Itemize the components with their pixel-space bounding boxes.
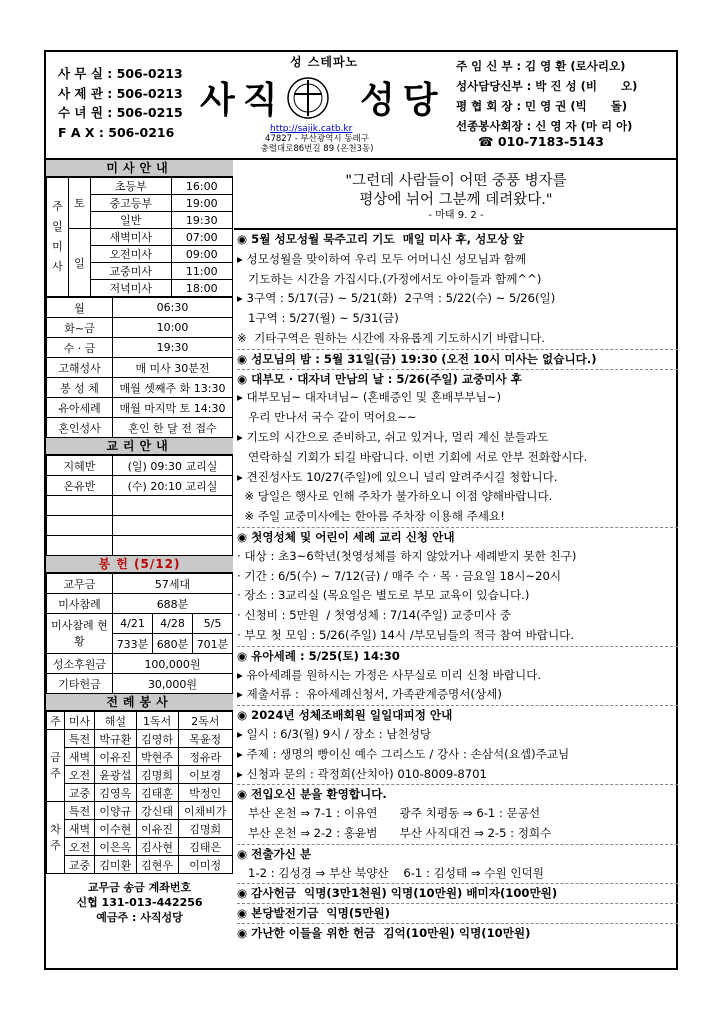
account-info: 교무금 송금 계좌번호 신협 131-013-442256 예금주 : 사직성당 bbox=[76, 881, 203, 924]
notice-line: ▸ 주제 : 생명의 빵이신 예수 그리스도 / 강사 : 손삼석(요셉)주교님 bbox=[237, 746, 570, 761]
offering-title: 봉 헌 (5/12) bbox=[46, 556, 233, 573]
notice-line: ◉ 가난한 이들을 위한 헌금 김억(10만원) 익명(10만원) bbox=[237, 923, 678, 943]
notice-line: ▸ 기도의 시간으로 준비하고, 쉬고 있거나, 멀리 계신 분들과도 bbox=[237, 429, 549, 444]
notice-line: 부산 온천 ⇒ 7-1 : 이유연 광주 치평동 ⇒ 6-1 : 문공선 bbox=[237, 806, 541, 821]
mass-title: 미사안내 bbox=[46, 160, 233, 177]
left-column bbox=[46, 160, 233, 925]
scripture-quote: "그런데 사람들이 어떤 중풍 병자를 평상에 뉘어 그분께 데려왔다." - 마태 9. 2 - bbox=[234, 160, 678, 230]
edu-table: 지혜반 (일) 09:30 교리실 온유반 (수) 20:10 교리실 bbox=[46, 455, 233, 556]
right-column bbox=[234, 160, 678, 943]
address: 47827 - 부산광역시 동래구 충렬대로86번길 89 (온천3동) bbox=[260, 134, 374, 154]
notice-list bbox=[234, 230, 678, 943]
notice-line: ▸ 제출서류 : 유아세례신청서, 가족관계증명서(상세) bbox=[237, 687, 502, 702]
notice-line: 1구역 : 5/27(월) ~ 5/31(금) bbox=[237, 311, 399, 326]
notice-line: 기도하는 시간을 가집시다.(가정에서도 아이들과 함께^^) bbox=[237, 271, 542, 286]
notice-line: ▸ 3구역 : 5/17(금) ~ 5/21(화) 2구역 : 5/22(수) ~ 5/26(일) bbox=[237, 291, 556, 306]
notice-line: 1-2 : 김성경 ⇒ 부산 북양산 6-1 : 김성태 ⇒ 수원 인덕원 bbox=[237, 865, 544, 880]
notice-line: 연락하실 기회가 되길 바랍니다. 이번 기회에 서로 안부 전화합시다. bbox=[237, 449, 588, 464]
notice-line: ◉ 5월 성모성월 묵주고리 기도 매일 미사 후, 성모상 앞 bbox=[237, 232, 524, 246]
offering-table: 교무금 57세대 미사참례 688분 미사참례 현황 4/21 4/28 5/5 733분 680분 701분 성소후원금 100,000원 기타헌금 30,000원 bbox=[46, 573, 233, 694]
notice-line: 부산 온천 ⇒ 2-2 : 홍윤범 부산 사직대건 ⇒ 2-5 : 정희수 bbox=[237, 825, 552, 840]
notice-line: ▸ 유아세례를 원하시는 가정은 사무실로 미리 신청 바랍니다. bbox=[237, 667, 542, 682]
notice-line: · 기간 : 6/5(수) ~ 7/12(금) / 매주 수 · 목 · 금요일 18시~20시 bbox=[237, 568, 562, 583]
notice-line: ※ 당일은 행사로 인해 주차가 불가하오니 이점 양해바랍니다. bbox=[237, 489, 553, 504]
notice-line: ▸ 일시 : 6/3(월) 9시 / 장소 : 남천성당 bbox=[237, 726, 432, 741]
mass-table: 주 일 미 사 토 초등부 16:00 중고등부 19:00 일반 19:30 일 새벽미사 07:00 오전미사 09:00 교중미사 11:00 저녁미사 18:00 bbox=[46, 177, 233, 297]
office-numbers: 사 무 실 : 506-0213 사 제 관 : 506-0213 수 녀 원 : 506-0215 F A X : 506-0216 bbox=[58, 66, 183, 140]
notice-line: ▸ 대부모님~ 대자녀님~ (혼배증인 및 혼배부부님~) bbox=[237, 390, 502, 405]
notice-line: ▸ 견진성사도 10/27(주일)에 있으니 널리 알려주시길 청합니다. bbox=[237, 469, 558, 484]
notice-line: ◉ 전입오신 분을 환영합니다. bbox=[237, 784, 678, 804]
title-seongdang: 성당 bbox=[360, 80, 446, 121]
notice-line: · 부모 첫 모임 : 5/26(주일) 14시 /부모님들의 적극 참여 바랍니다. bbox=[237, 627, 575, 642]
notice-line: ▸ 신청과 문의 : 곽정희(산치아) 010-8009-8701 bbox=[237, 766, 487, 781]
notice-line: 우리 만나서 국수 같이 먹어요~~ bbox=[237, 410, 417, 425]
liturgy-table: 주 미사 해설 1독서 2독서 금주 특전 박규환 김영하 목윤정 새벽 이유진 박현주 정유라 오전 윤광섭 김명희 이보경 교중 김영옥 김태훈 박정인 차주 특전 이양규 강신태 이채비가 새벽 이수현 이유진 김명희 오전 이은옥 김사현 김태은 교중 김미환 김현우 이미정 bbox=[46, 711, 233, 874]
notice-line: ▸ 성모성월을 맞이하여 우리 모두 어머니신 성모님과 함께 bbox=[237, 251, 527, 266]
staff-list: 주 임 신 부 : 김 영 환 (로사리오) 성사담당신부 : 박 진 성 (비 오) 평 협 회 장 : 민 영 권 (빅 돌) 선종봉사회장 : 신 영 자 (마 리 아) bbox=[456, 59, 638, 133]
notice-line: ◉ 2024년 성체조배회원 일일대피정 안내 bbox=[237, 705, 678, 725]
notice-line: ◉ 유아세례 : 5/25(토) 14:30 bbox=[237, 646, 678, 666]
notice-line: ◉ 대부모 · 대자녀 만남의 날 : 5/26(주일) 교중미사 후 bbox=[237, 369, 678, 389]
title-sajik: 사직 bbox=[200, 80, 286, 121]
notice-line: ◉ 전출가신 분 bbox=[237, 844, 678, 864]
phone-number: ☎ 010-7183-5143 bbox=[478, 134, 604, 149]
sunday-label: 주 일 미 사 bbox=[47, 178, 69, 297]
notice-line: · 신청비 : 5만원 / 첫영성체 : 7/14(주일) 교중미사 중 bbox=[237, 608, 511, 623]
notice-line: · 장소 : 3교리실 (목요일은 별도로 부모 교육이 있습니다.) bbox=[237, 588, 530, 603]
notice-line: ◉ 감사헌금 익명(3만1천원) 익명(10만원) 배미자(100만원) bbox=[237, 883, 678, 903]
notice-line: ※ 기타구역은 원하는 시간에 자유롭게 기도하시기 바랍니다. bbox=[237, 330, 545, 345]
notice-line: · 대상 : 초3~6학년(첫영성체를 하지 않았거나 세례받지 못한 친구) bbox=[237, 548, 577, 563]
notice-line: ◉ 성모님의 밤 : 5월 31일(금) 19:30 (오전 10시 미사는 없습니다.) bbox=[237, 349, 678, 369]
church-logo-icon bbox=[286, 76, 330, 120]
notice-line: ◉ 본당발전기금 익명(5만원) bbox=[237, 903, 678, 923]
notice-line: ※ 주일 교중미사에는 한아름 주차장 이용해 주세요! bbox=[237, 509, 505, 524]
website-link[interactable]: http://sajik.catb.kr bbox=[270, 124, 353, 134]
patron-saint: 성 스테파노 bbox=[290, 55, 359, 69]
notice-line: ◉ 첫영성체 및 어린이 세례 교리 신청 안내 bbox=[237, 527, 678, 547]
liturgy-title: 전례봉사 bbox=[46, 694, 233, 711]
edu-title: 교리안내 bbox=[46, 438, 233, 455]
weekday-mass-table: 월 06:30 화~금 10:00 수 · 금 19:30 고해성사 매 미사 30분전 봉 성 체 매월 셋째주 화 13:30 유아세례 매월 마지막 토 14:30 혼인성사 혼인 한 달 전 접수 bbox=[46, 297, 233, 438]
